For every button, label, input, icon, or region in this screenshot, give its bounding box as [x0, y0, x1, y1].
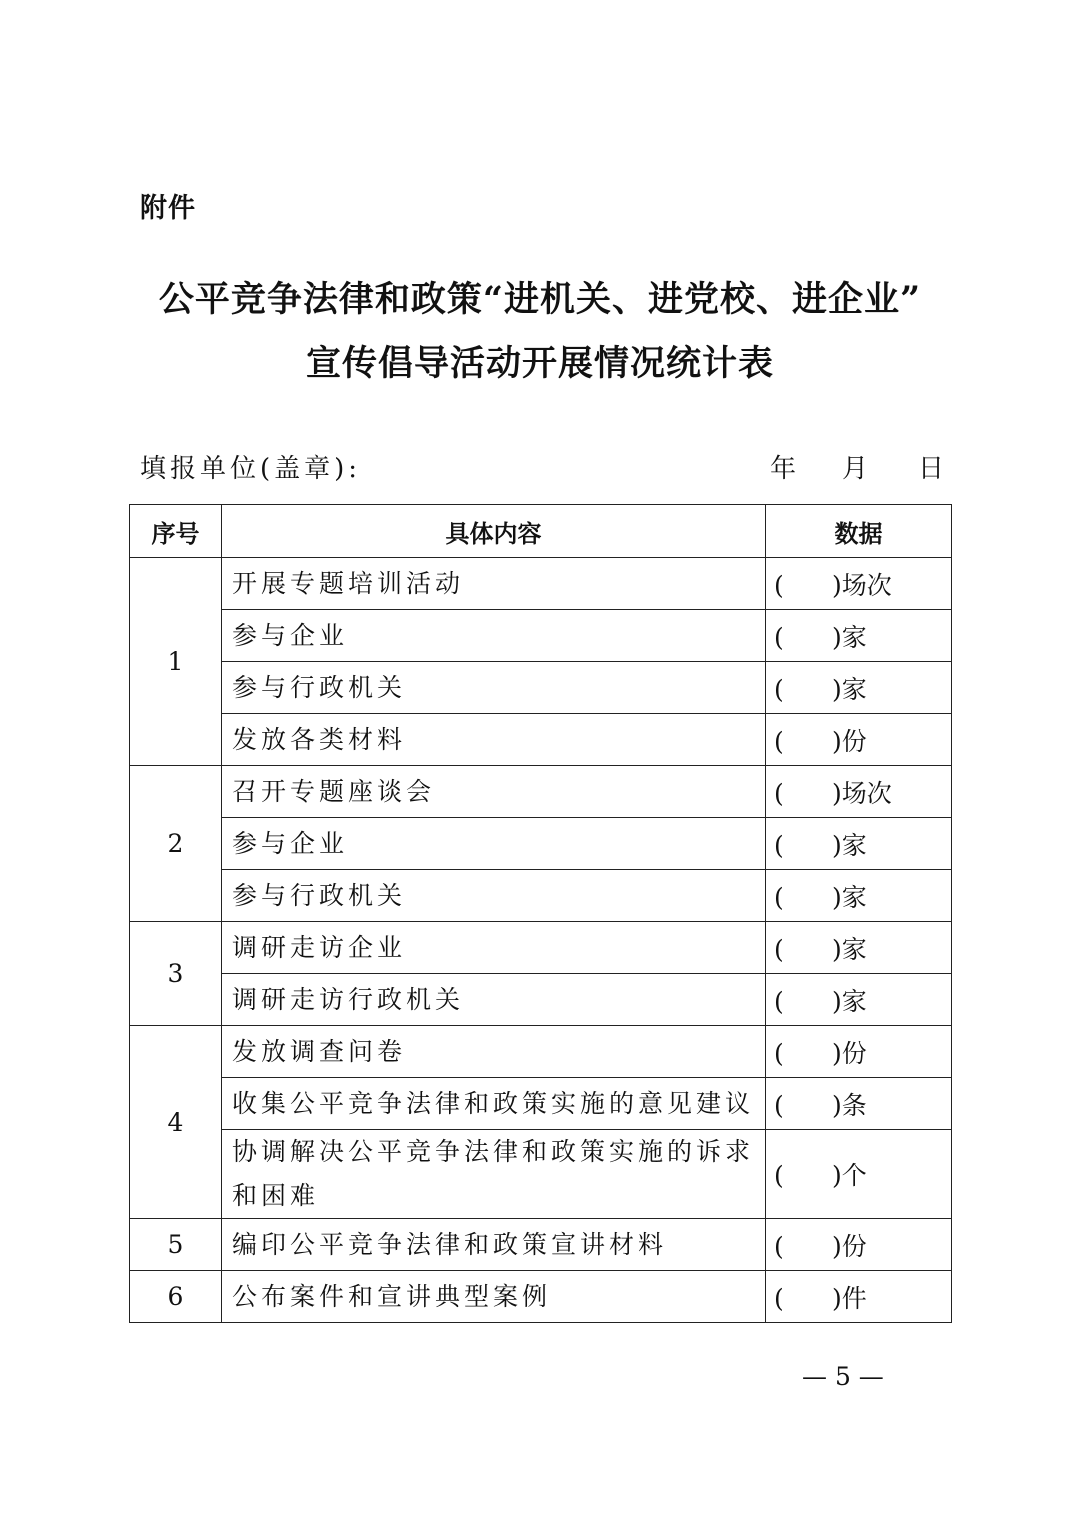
- row-content: 发放各类材料: [222, 714, 766, 766]
- table-row: [130, 766, 952, 818]
- row-seq-number: 2: [130, 766, 222, 922]
- document-title-line1: 公平竞争法律和政策“进机关、进党校、进企业”: [158, 279, 922, 320]
- table-row: [130, 1078, 952, 1130]
- row-unit: )家: [832, 882, 867, 912]
- row-unit: )家: [832, 674, 867, 704]
- date-month: 月: [842, 454, 869, 484]
- paren-open: (: [774, 1283, 784, 1313]
- table-row: [130, 974, 952, 1026]
- row-unit: )个: [832, 1161, 867, 1190]
- row-data-field[interactable]: [766, 1130, 952, 1219]
- row-unit: )场次: [832, 570, 892, 600]
- paren-open: (: [774, 830, 784, 860]
- table-row: [130, 714, 952, 766]
- row-content: 召开专题座谈会: [222, 766, 766, 818]
- row-unit: )家: [832, 986, 867, 1016]
- table-row: [130, 818, 952, 870]
- row-unit: )件: [832, 1283, 867, 1313]
- row-data-field[interactable]: [766, 974, 952, 1026]
- table-row: [130, 870, 952, 922]
- header-seq: 序号: [130, 505, 222, 558]
- paren-open: (: [774, 934, 784, 964]
- row-content: 开展专题培训活动: [222, 558, 766, 610]
- row-unit: )家: [832, 934, 867, 964]
- row-seq-number: 4: [130, 1026, 222, 1219]
- row-unit: )份: [832, 1231, 867, 1261]
- row-content: 参与企业: [222, 610, 766, 662]
- table-body: [130, 558, 952, 1323]
- table-row: [130, 1130, 952, 1219]
- table-row: [130, 1271, 952, 1323]
- row-data-field[interactable]: [766, 714, 952, 766]
- row-content: 收集公平竞争法律和政策实施的意见建议: [222, 1078, 766, 1130]
- paren-open: (: [774, 1231, 784, 1261]
- table-row: [130, 610, 952, 662]
- date-year: 年: [770, 454, 797, 484]
- document-title-line2: 宣传倡导活动开展情况统计表: [305, 343, 774, 384]
- paren-open: (: [774, 674, 784, 704]
- row-seq-number: 1: [130, 558, 222, 766]
- fill-unit-label: 填报单位(盖章):: [140, 454, 362, 484]
- row-content: 协调解决公平竞争法律和政策实施的诉求和困难: [222, 1130, 766, 1219]
- row-data-field[interactable]: [766, 1026, 952, 1078]
- header-data: 数据: [766, 505, 952, 558]
- row-data-field[interactable]: [766, 870, 952, 922]
- paren-open: (: [774, 570, 784, 600]
- row-unit: )份: [832, 1038, 867, 1068]
- row-data-field[interactable]: [766, 1078, 952, 1130]
- row-data-field[interactable]: [766, 662, 952, 714]
- paren-open: (: [774, 1161, 784, 1190]
- row-data-field[interactable]: [766, 922, 952, 974]
- paren-open: (: [774, 986, 784, 1016]
- row-data-field[interactable]: [766, 1219, 952, 1271]
- table-row: [130, 662, 952, 714]
- attachment-label: 附件: [140, 193, 196, 224]
- row-seq-number: 3: [130, 922, 222, 1026]
- date-day: 日: [918, 454, 945, 484]
- row-content: 参与行政机关: [222, 662, 766, 714]
- row-unit: )家: [832, 830, 867, 860]
- row-content: 调研走访企业: [222, 922, 766, 974]
- paren-open: (: [774, 1090, 784, 1120]
- table-row: [130, 922, 952, 974]
- table-row: [130, 1026, 952, 1078]
- paren-open: (: [774, 1038, 784, 1068]
- row-data-field[interactable]: [766, 558, 952, 610]
- table-row: [130, 1219, 952, 1271]
- row-data-field[interactable]: [766, 818, 952, 870]
- table-header-row: [130, 505, 952, 558]
- row-unit: )份: [832, 726, 867, 756]
- row-content: 调研走访行政机关: [222, 974, 766, 1026]
- row-content: 发放调查问卷: [222, 1026, 766, 1078]
- row-content: 参与企业: [222, 818, 766, 870]
- row-content: 参与行政机关: [222, 870, 766, 922]
- paren-open: (: [774, 778, 784, 808]
- row-unit: )条: [832, 1090, 867, 1120]
- row-content: 公布案件和宣讲典型案例: [222, 1271, 766, 1323]
- row-data-field[interactable]: [766, 1271, 952, 1323]
- row-unit: )场次: [832, 778, 892, 808]
- table-row: [130, 558, 952, 610]
- row-unit: )家: [832, 622, 867, 652]
- row-seq-number: 5: [130, 1219, 222, 1271]
- row-data-field[interactable]: [766, 766, 952, 818]
- row-content: 编印公平竞争法律和政策宣讲材料: [222, 1219, 766, 1271]
- row-data-field[interactable]: [766, 610, 952, 662]
- paren-open: (: [774, 726, 784, 756]
- statistics-table: [129, 504, 952, 1323]
- row-seq-number: 6: [130, 1271, 222, 1323]
- paren-open: (: [774, 882, 784, 912]
- page-number: — 5 —: [802, 1362, 884, 1391]
- paren-open: (: [774, 622, 784, 652]
- header-content: 具体内容: [222, 505, 766, 558]
